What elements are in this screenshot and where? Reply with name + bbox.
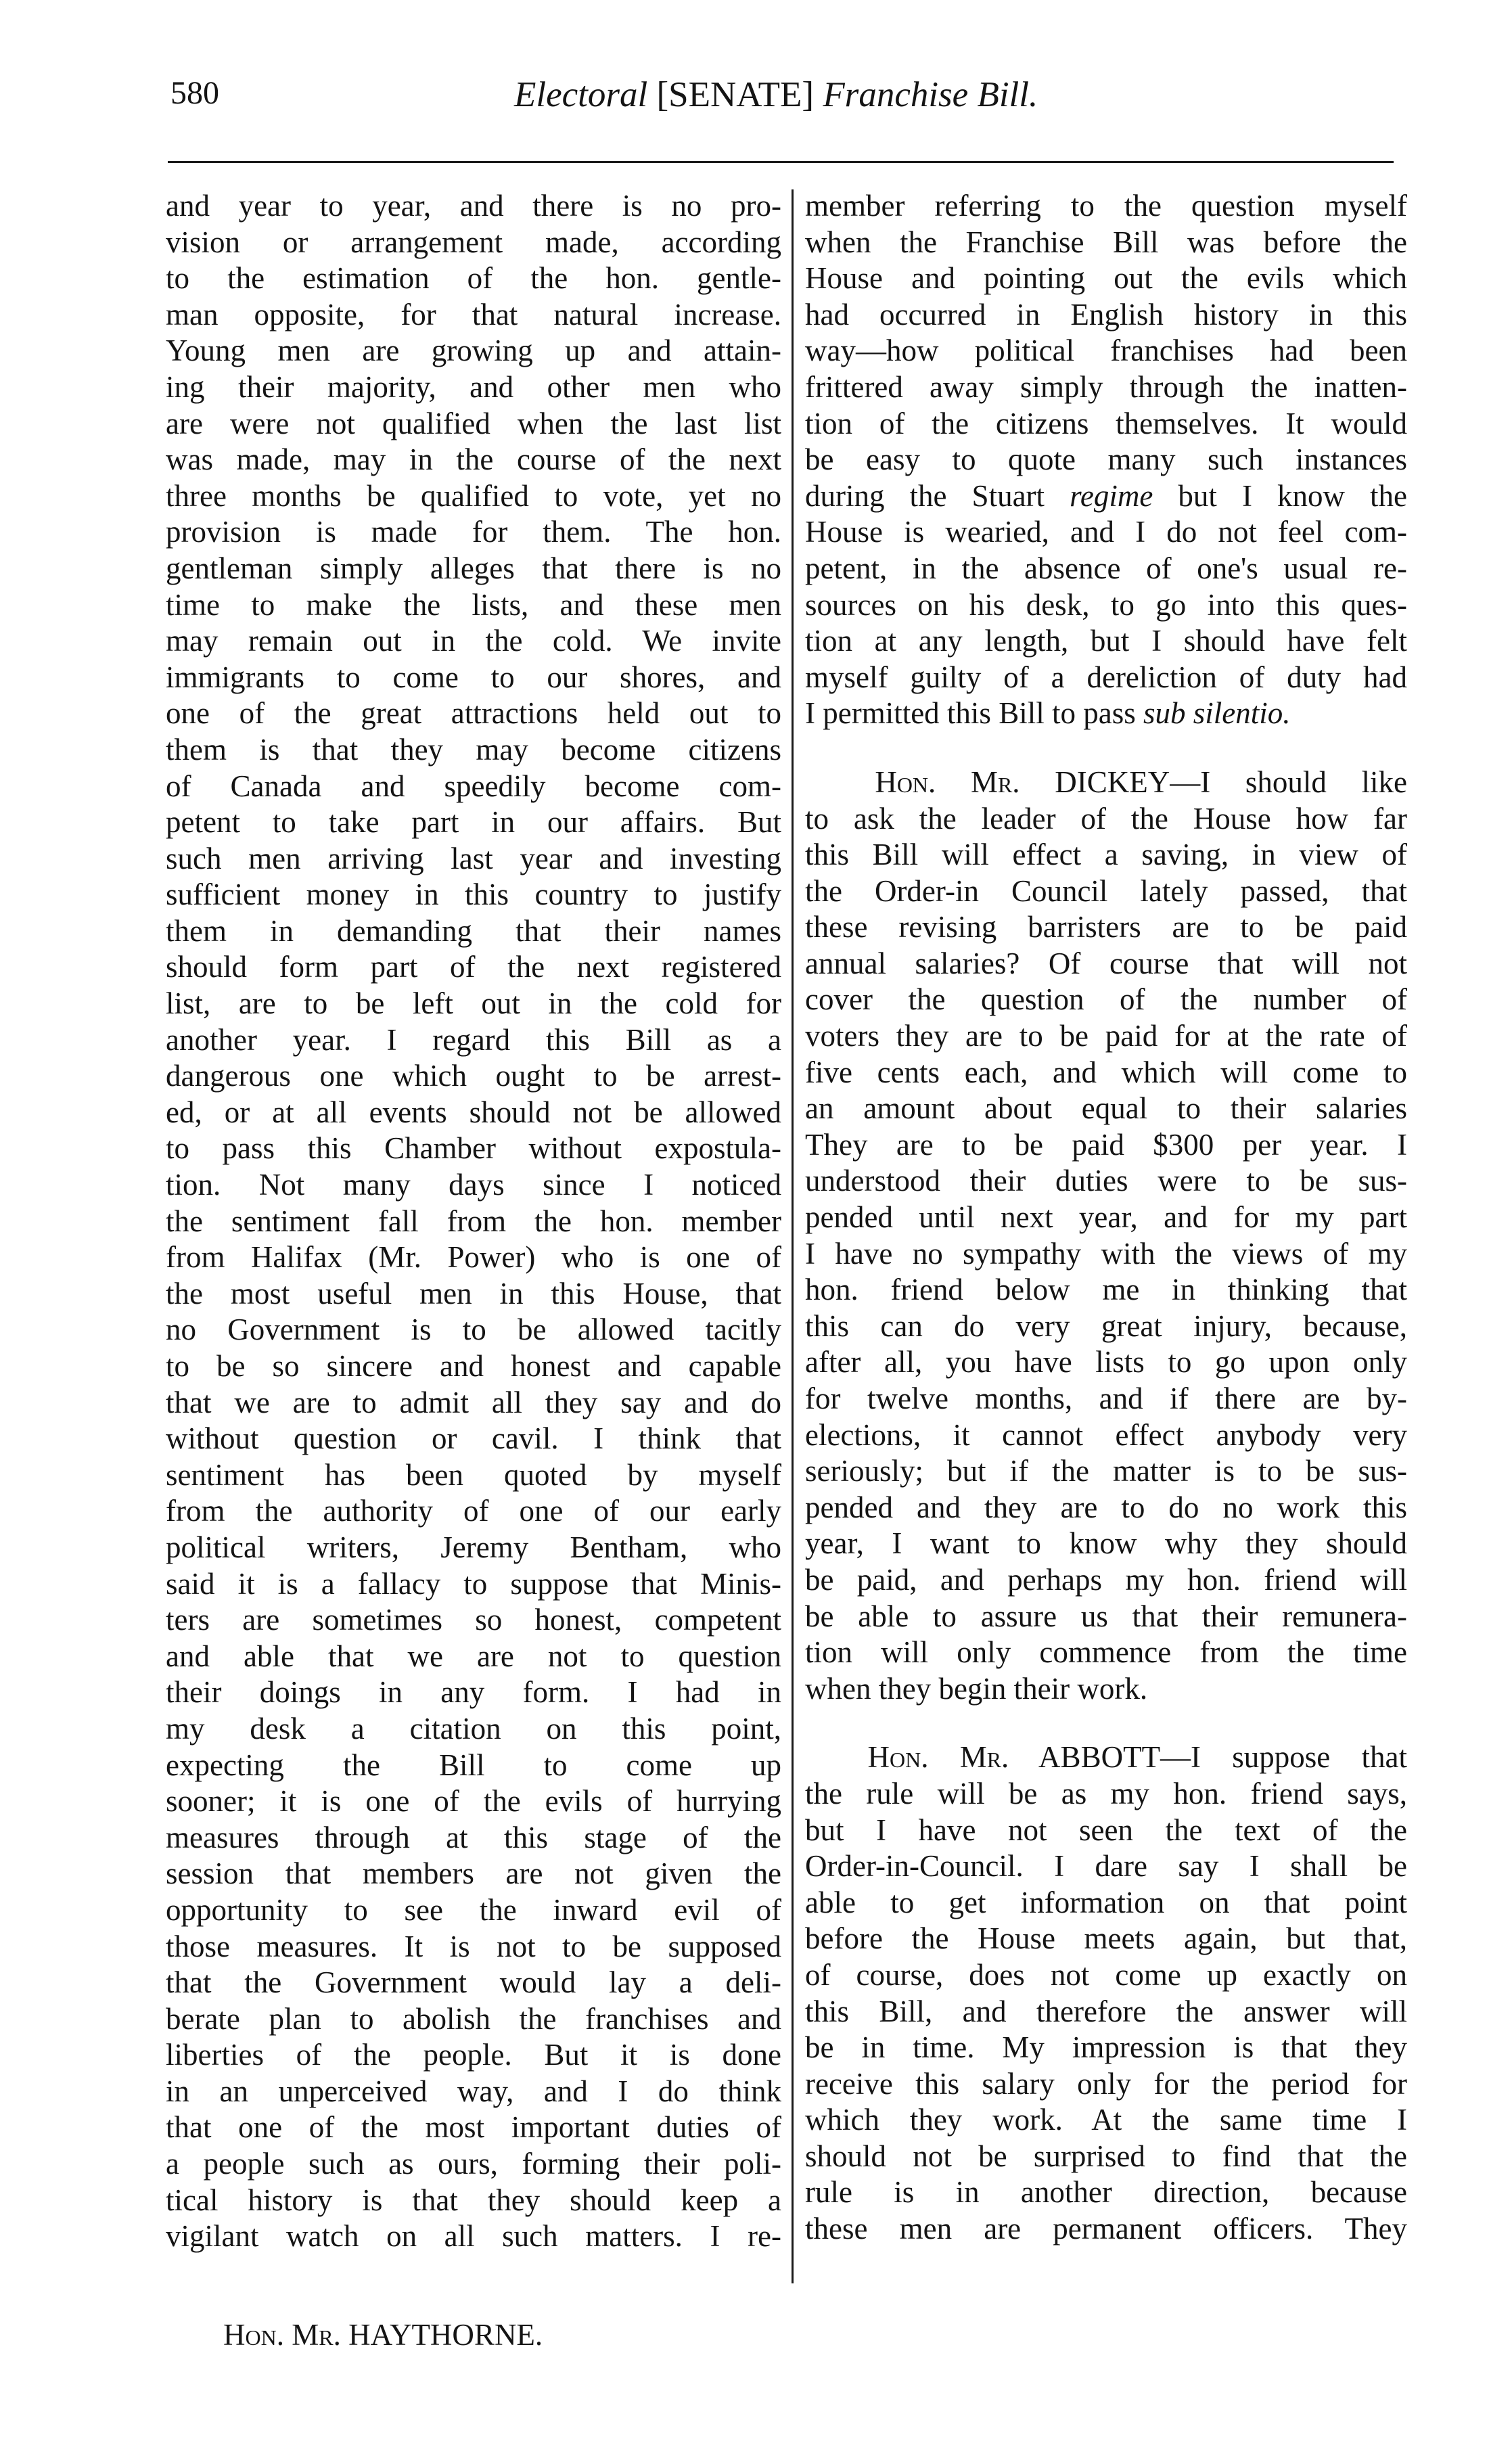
text-line: when they begin their work. — [805, 1671, 1148, 1706]
text-line: be easy to quote many such instances — [805, 442, 1407, 477]
text-line: frittered away simply through the inatten- — [805, 369, 1407, 404]
text-line: and year to year, and there is no pro- — [166, 189, 781, 223]
text-line: from Halifax (Mr. Power) who is one of — [166, 1240, 781, 1275]
running-header — [162, 74, 1400, 129]
text-line: them in demanding that their names — [166, 913, 781, 948]
footer-name: HAYTHORNE. — [348, 2318, 543, 2352]
text-line: and able that we are not to question — [166, 1639, 781, 1673]
text-line: I permitted this Bill to pass sub silentio. — [805, 696, 1291, 731]
text-line: annual salaries? Of course that will not — [805, 946, 1407, 980]
text-line: political writers, Jeremy Bentham, who — [166, 1530, 781, 1564]
column-divider — [792, 189, 794, 2283]
text-line: tical history is that they should keep a — [166, 2183, 781, 2217]
text-line: should form part of the next registered — [166, 950, 781, 984]
text-line: those measures. It is not to be supposed — [166, 1929, 781, 1963]
speaker-line-abbott: Hon. Mr. ABBOTT—I suppose that — [867, 1740, 1407, 1775]
footer-title: Hon. Mr. — [223, 2318, 341, 2352]
text-line: House is wearied, and I do not feel com- — [805, 515, 1407, 549]
text-line: but I have not seen the text of the — [805, 1813, 1407, 1847]
text-line: this Bill, and therefore the answer will — [805, 1994, 1407, 2028]
speaker-title: Hon. Mr. — [867, 1740, 1009, 1775]
text-line: cover the question of the number of — [805, 982, 1407, 1017]
text-line: had occurred in English history in this — [805, 297, 1407, 332]
text-line: the Order-in Council lately passed, that — [805, 873, 1407, 908]
text-line: rule is in another direction, because — [805, 2175, 1407, 2210]
text-line: another year. I regard this Bill as a — [166, 1022, 781, 1057]
text-line: I have no sympathy with the views of my — [805, 1236, 1407, 1271]
text-line: House and pointing out the evils which — [805, 261, 1407, 296]
text-line: petent to take part in our affairs. But — [166, 805, 781, 840]
text-line: said it is a fallacy to suppose that Minis- — [166, 1566, 781, 1601]
text-line: the rule will be as my hon. friend says, — [805, 1776, 1407, 1810]
text-line: list, are to be left out in the cold for — [166, 986, 781, 1021]
text-line: opportunity to see the inward evil of — [166, 1892, 781, 1927]
text-line: the most useful men in this House, that — [166, 1276, 781, 1310]
text-line: tion. Not many days since I noticed — [166, 1168, 781, 1202]
text-line: elections, it cannot effect anybody very — [805, 1417, 1407, 1452]
text-line: seriously; but if the matter is to be sus- — [805, 1454, 1407, 1488]
text-line: provision is made for them. The hon. — [166, 515, 781, 549]
text-line: for twelve months, and if there are by- — [805, 1382, 1407, 1415]
text-line: their doings in any form. I had in — [166, 1675, 781, 1710]
paragraph-continuation-mid — [805, 514, 1407, 696]
text-line: be in time. My impression is that they — [805, 2030, 1407, 2065]
text-line: no Government is to be allowed tacitly — [166, 1313, 781, 1347]
text-line: liberties of the people. But it is done — [166, 2038, 781, 2072]
speaker-title: Hon. Mr. — [875, 765, 1020, 799]
text-line: understood their duties were to be sus- — [805, 1164, 1407, 1198]
text-line: that one of the most important duties of — [166, 2110, 781, 2145]
text-line: able to get information on that point — [805, 1885, 1407, 1919]
text-line: when the Franchise Bill was before the — [805, 225, 1407, 259]
text-line: They are to be paid $300 per year. I — [805, 1127, 1407, 1162]
text-line: myself guilty of a dereliction of duty had — [805, 660, 1407, 694]
text-line: after all, you have lists to go upon only — [805, 1345, 1407, 1380]
text-line: ing their majority, and other men who — [166, 369, 781, 404]
title-electoral: Electoral — [514, 75, 648, 114]
text-line: time to make the lists, and these men — [166, 587, 781, 622]
text-line: receive this salary only for the period for — [805, 2066, 1407, 2101]
text-line: these revising barristers are to be paid — [805, 910, 1407, 944]
text-line: petent, in the absence of one's usual re- — [805, 551, 1407, 585]
text-line: to the estimation of the hon. gentle- — [166, 261, 781, 296]
text-line: pended and they are to do no work this — [805, 1490, 1407, 1524]
text-line: to ask the leader of the House how far — [805, 801, 1407, 836]
text-line: ed, or at all events should not be allowed — [166, 1095, 781, 1129]
text-line: the sentiment fall from the hon. member — [166, 1204, 781, 1238]
text-line: without question or cavil. I think that — [166, 1421, 781, 1456]
text-line: dangerous one which ought to be arrest- — [166, 1059, 781, 1093]
paragraph-continuation — [805, 188, 1407, 478]
title-franchise-bill: Franchise Bill. — [823, 75, 1038, 114]
text-line: expecting the Bill to come up — [166, 1748, 781, 1782]
text-line: this Bill will effect a saving, in view of — [805, 838, 1407, 872]
running-title — [514, 74, 1038, 115]
text-line: Order-in-Council. I dare say I shall be — [805, 1849, 1407, 1884]
text-line: before the House meets again, but that, — [805, 1921, 1407, 1956]
text-line: such men arriving last year and investing — [166, 841, 781, 875]
text-line: hon. friend below me in thinking that — [805, 1273, 1407, 1307]
text-line: man opposite, for that natural increase. — [166, 297, 781, 332]
italic-regime: regime — [1070, 478, 1153, 513]
left-column — [166, 188, 781, 2255]
right-column — [805, 188, 1407, 2248]
text-line: sooner; it is one of the evils of hurrying — [166, 1784, 781, 1819]
italic-sub-silentio: sub silentio. — [1143, 696, 1291, 731]
text-line: these men are permanent officers. They — [805, 2212, 1407, 2246]
text-line: ters are sometimes so honest, competent — [166, 1603, 781, 1637]
text-line: in an unperceived way, and I do think — [166, 2074, 781, 2108]
text-line: sources on his desk, to go into this ques- — [805, 587, 1407, 622]
text-line: was made, may in the course of the next — [166, 442, 781, 477]
text-line: five cents each, and which will come to — [805, 1055, 1407, 1089]
text-line: one of the great attractions held out to — [166, 696, 781, 731]
text-line: way—how political franchises had been — [805, 334, 1407, 368]
text-line: berate plan to abolish the franchises and — [166, 2001, 781, 2036]
text-line: them is that they may become citizens — [166, 732, 781, 767]
text-line: sentiment has been quoted by myself — [166, 1457, 781, 1492]
text-line: pended until next year, and for my part — [805, 1200, 1407, 1235]
footer-speaker — [223, 2317, 543, 2352]
title-senate: [SENATE] — [656, 75, 815, 114]
text-line: Young men are growing up and attain- — [166, 334, 781, 368]
text-line: be able to assure us that their remunera- — [805, 1599, 1407, 1633]
text-line: this can do very great injury, because, — [805, 1308, 1407, 1343]
text-line: tion of the citizens themselves. It would — [805, 406, 1407, 440]
text-line: session that members are not given the — [166, 1856, 781, 1891]
text-line: tion at any length, but I should have felt — [805, 624, 1407, 658]
text-line: member referring to the question myself — [805, 189, 1407, 223]
header-rule — [168, 161, 1394, 163]
text-line: of course, does not come up exactly on — [805, 1957, 1407, 1992]
text-line: measures through at this stage of the — [166, 1820, 781, 1854]
text-line: are were not qualified when the last list — [166, 406, 781, 440]
text-line: an amount about equal to their salaries — [805, 1091, 1407, 1126]
speaker-line-dickey: Hon. Mr. DICKEY—I should like — [875, 765, 1407, 799]
text-line: immigrants to come to our shores, and — [166, 660, 781, 694]
text-line: a people such as ours, forming their poli- — [166, 2147, 781, 2181]
text-line: year, I want to know why they should — [805, 1526, 1407, 1561]
text-line: which they work. At the same time I — [805, 2103, 1407, 2137]
speech-dickey — [805, 801, 1407, 1708]
text-line: during the Stuart regime but I know the — [805, 478, 1407, 513]
text-line: that the Government would lay a deli- — [166, 1965, 781, 2000]
text-line: voters they are to be paid for at the rate of — [805, 1019, 1407, 1053]
text-line: vision or arrangement made, according — [166, 225, 781, 259]
text-line: from the authority of one of our early — [166, 1494, 781, 1528]
text-line: should not be surprised to find that the — [805, 2139, 1407, 2173]
text-line: three months be qualified to vote, yet no — [166, 478, 781, 513]
page-number: 580 — [170, 75, 219, 111]
text-line: that we are to admit all they say and do — [166, 1385, 781, 1419]
text-line: gentleman simply alleges that there is no — [166, 551, 781, 585]
text-line: may remain out in the cold. We invite — [166, 624, 781, 658]
speech-abbott — [805, 1776, 1407, 2248]
text-line: to be so sincere and honest and capable — [166, 1349, 781, 1383]
text-line: vigilant watch on all such matters. I re- — [166, 2219, 781, 2254]
text-line: my desk a citation on this point, — [166, 1711, 781, 1746]
text-line: tion will only commence from the time — [805, 1635, 1407, 1670]
text-line: sufficient money in this country to justify — [166, 877, 781, 912]
text-line: be paid, and perhaps my hon. friend will — [805, 1562, 1407, 1597]
text-line: to pass this Chamber without expostula- — [166, 1131, 781, 1166]
text-line: of Canada and speedily become com- — [166, 769, 781, 803]
